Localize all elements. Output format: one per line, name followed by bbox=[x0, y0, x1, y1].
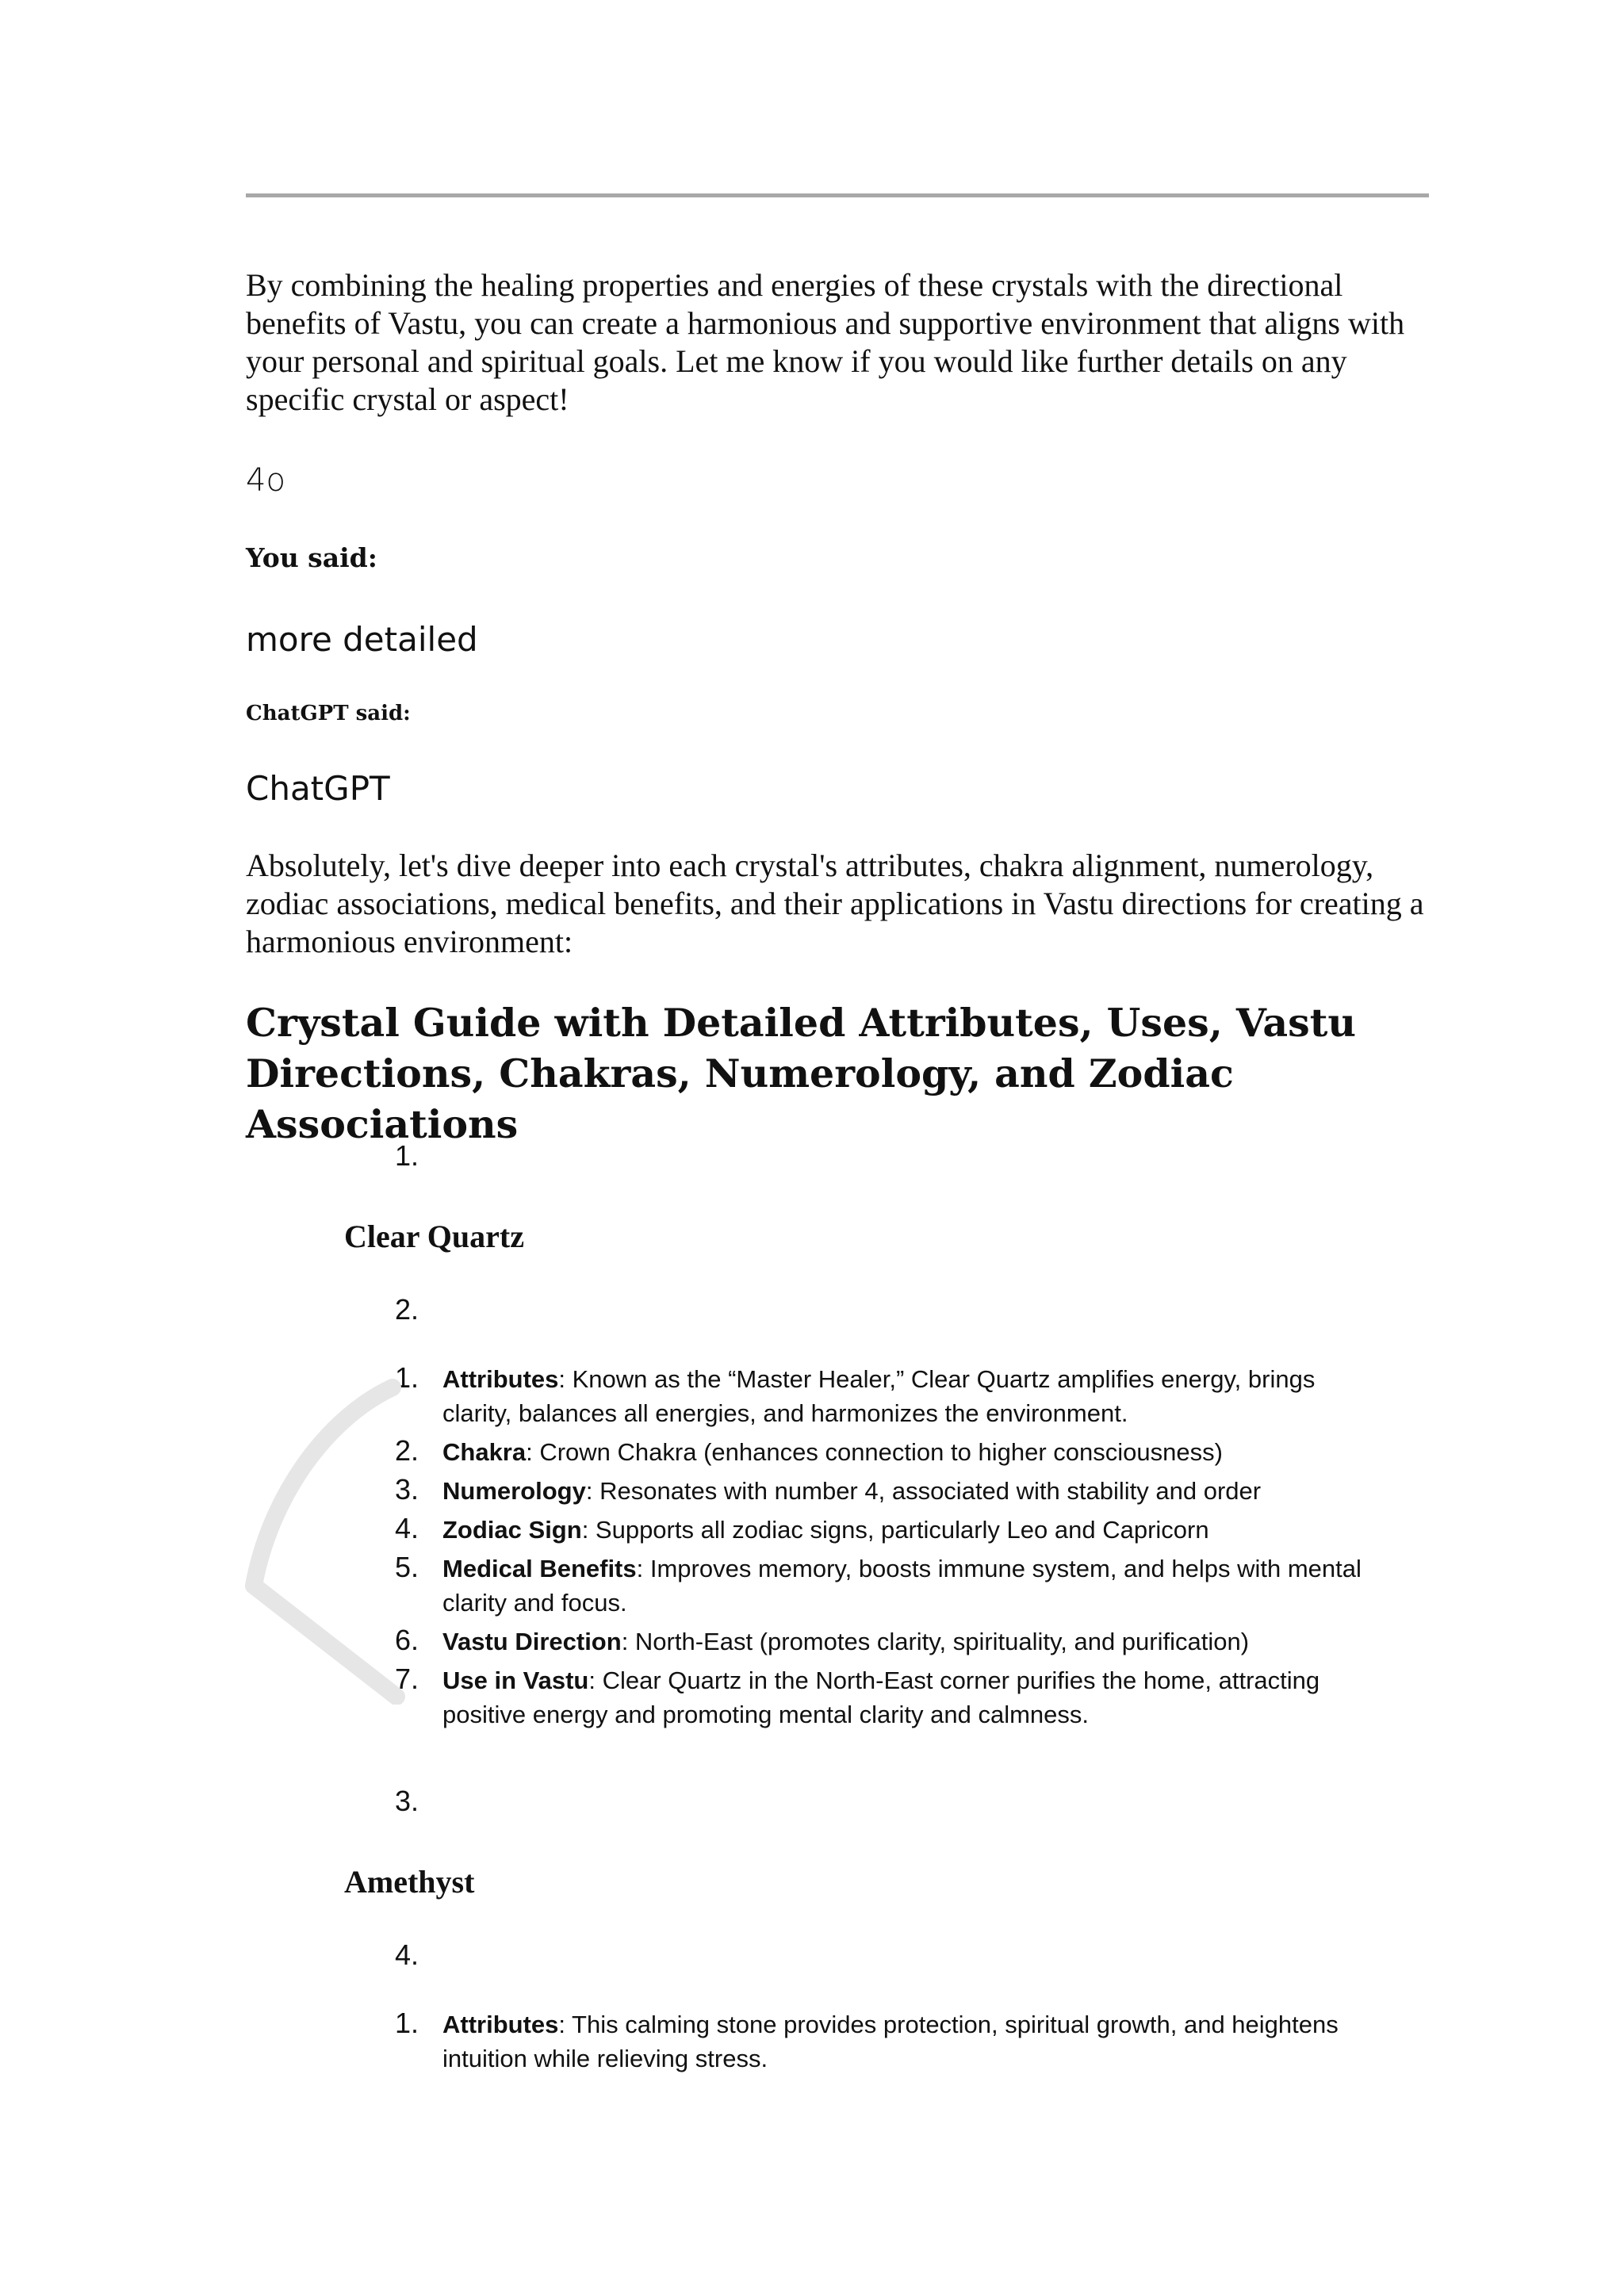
list-item bbox=[395, 2007, 1386, 2076]
list-item-key: Vastu Direction bbox=[442, 1628, 622, 1655]
crystal-name-amethyst: Amethyst bbox=[344, 1864, 475, 1900]
list-item-key: Chakra bbox=[442, 1438, 527, 1466]
list-item bbox=[395, 1624, 1386, 1659]
list-item bbox=[395, 1362, 1386, 1430]
list-item bbox=[395, 1663, 1386, 1732]
list-item bbox=[395, 1552, 1386, 1620]
list-item-number: 1. bbox=[395, 2007, 419, 2039]
intro-paragraph: By combining the healing properties and energies of these crystals with the directional benefits of Vastu, you can create a harmonious and supportive environment that aligns with your personal and spiritual goals. Let me know if you would like further details on any specific crystal or aspect! bbox=[246, 267, 1405, 417]
crystal-name-clear-quartz: Clear Quartz bbox=[344, 1219, 524, 1254]
answer-intro: Absolutely, let's dive deeper into each crystal's attributes, chakra alignment, numerology, zodiac associations, medical benefits, and their applications in Vastu directions for creating a harmonious environment: bbox=[246, 848, 1424, 959]
amethyst-attributes-list bbox=[395, 2007, 1386, 2080]
list-marker: 3. bbox=[395, 1785, 419, 1817]
list-marker: 4. bbox=[395, 1938, 419, 1971]
list-item-key: Attributes bbox=[442, 1365, 559, 1393]
list-item-key: Numerology bbox=[442, 1477, 586, 1505]
list-item bbox=[395, 1513, 1386, 1547]
guide-title: Crystal Guide with Detailed Attributes, Uses, Vastu Directions, Chakras, Numerology, and Zodiac Associations bbox=[246, 1000, 1356, 1147]
list-item-number: 2. bbox=[395, 1434, 419, 1467]
list-item-number: 4. bbox=[395, 1512, 419, 1544]
chatgpt-name: ChatGPT bbox=[246, 769, 390, 808]
chatgpt-said-label: ChatGPT said: bbox=[246, 702, 411, 725]
list-item-number: 1. bbox=[395, 1361, 419, 1394]
list-item bbox=[395, 1474, 1386, 1508]
list-item-text: : Improves memory, boosts immune system, and helps with mental clarity and focus. bbox=[442, 1555, 1362, 1617]
list-item-number: 5. bbox=[395, 1551, 419, 1583]
list-marker: 2. bbox=[395, 1293, 419, 1326]
list-item-key: Attributes bbox=[442, 2011, 559, 2038]
horizontal-rule bbox=[246, 193, 1429, 197]
list-item-text: : Clear Quartz in the North-East corner purifies the home, attracting positive energy and promoting mental clarity and calmness. bbox=[442, 1667, 1320, 1728]
list-item-text: : Known as the “Master Healer,” Clear Quartz amplifies energy, brings clarity, balances all energies, and harmonizes the environment. bbox=[442, 1365, 1316, 1427]
watermark-graphic bbox=[238, 1364, 428, 1705]
list-item-number: 3. bbox=[395, 1473, 419, 1506]
list-item-text: : This calming stone provides protection, spiritual growth, and heightens intuition while relieving stress. bbox=[442, 2011, 1339, 2072]
list-item-number: 6. bbox=[395, 1624, 419, 1656]
clear-quartz-attributes-list bbox=[395, 1362, 1386, 1736]
list-item-text: : North-East (promotes clarity, spirituality, and purification) bbox=[621, 1628, 1250, 1655]
list-item-text: : Resonates with number 4, associated with stability and order bbox=[585, 1477, 1262, 1505]
model-label: 4o bbox=[246, 462, 285, 499]
list-marker: 1. bbox=[395, 1139, 419, 1172]
list-item-text: : Supports all zodiac signs, particularly Leo and Capricorn bbox=[581, 1516, 1209, 1544]
list-item-key: Use in Vastu bbox=[442, 1667, 589, 1694]
user-message: more detailed bbox=[246, 620, 478, 659]
list-item-key: Zodiac Sign bbox=[442, 1516, 582, 1544]
list-item-key: Medical Benefits bbox=[442, 1555, 637, 1582]
list-item bbox=[395, 1435, 1386, 1469]
list-item-text: : Crown Chakra (enhances connection to higher consciousness) bbox=[526, 1438, 1223, 1466]
you-said-label: You said: bbox=[246, 542, 377, 573]
list-item-number: 7. bbox=[395, 1663, 419, 1695]
